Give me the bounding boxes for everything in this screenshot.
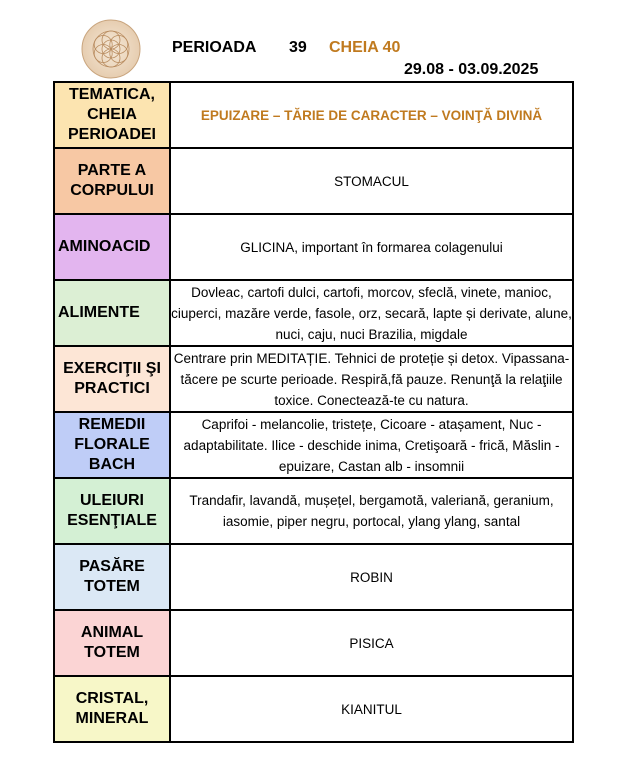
table-row <box>54 280 573 346</box>
perioada-label: PERIOADA <box>172 39 257 56</box>
row-label: REMEDII FLORALE BACH <box>54 412 170 478</box>
row-value: KIANITUL <box>170 676 573 742</box>
row-value: Trandafir, lavandă, mușețel, bergamotă, valeriană, geranium, iasomie, piper negru, portocal, ylang ylang, santal <box>170 478 573 544</box>
row-value: EPUIZARE – TĂRIE DE CARACTER – VOINŢĂ DIVINĂ <box>170 82 573 148</box>
row-value: PISICA <box>170 610 573 676</box>
row-label: ALIMENTE <box>54 280 170 346</box>
row-label: AMINOACID <box>54 214 170 280</box>
table-row <box>54 544 573 610</box>
row-label: ULEIURI ESENŢIALE <box>54 478 170 544</box>
row-label: ANIMAL TOTEM <box>54 610 170 676</box>
info-table <box>53 81 574 743</box>
row-value: STOMACUL <box>170 148 573 214</box>
period-dates: 29.08 - 03.09.2025 <box>404 61 539 78</box>
period-number: 39 <box>289 39 307 56</box>
row-value: ROBIN <box>170 544 573 610</box>
row-label: EXERCIŢII ŞI PRACTICI <box>54 346 170 412</box>
table-row <box>54 412 573 478</box>
row-value: Caprifoi - melancolie, tristețe, Cicoare - atașament, Nuc - adaptabilitate. Ilice - deschide inima, Cretişoară - frică, Măslin - epuizare, Castan alb - insomnii <box>170 412 573 478</box>
row-value: GLICINA, important în formarea colagenului <box>170 214 573 280</box>
table-row <box>54 148 573 214</box>
table-row <box>54 214 573 280</box>
flower-of-life-icon <box>77 18 145 80</box>
cheia-label: CHEIA 40 <box>329 39 401 56</box>
table-row <box>54 478 573 544</box>
table-row <box>54 610 573 676</box>
table-row <box>54 676 573 742</box>
row-label: PASĂRE TOTEM <box>54 544 170 610</box>
row-label: PARTE A CORPULUI <box>54 148 170 214</box>
row-value: Dovleac, cartofi dulci, cartofi, morcov, sfeclă, vinete, manioc, ciuperci, mazăre verde, fasole, orz, secară, lapte și derivate, alune, nuci, caju, nuci Brazilia, migdale <box>170 280 573 346</box>
row-label: CRISTAL, MINERAL <box>54 676 170 742</box>
table-row <box>54 346 573 412</box>
table-row <box>54 82 573 148</box>
row-label: TEMATICA, CHEIA PERIOADEI <box>54 82 170 148</box>
row-value: Centrare prin MEDITAȚIE. Tehnici de proteție și detox. Vipassana- tăcere pe scurte perioade. Respiră,fă pauze. Renunţă la relaţiile toxice. Conectează-te cu natura. <box>170 346 573 412</box>
